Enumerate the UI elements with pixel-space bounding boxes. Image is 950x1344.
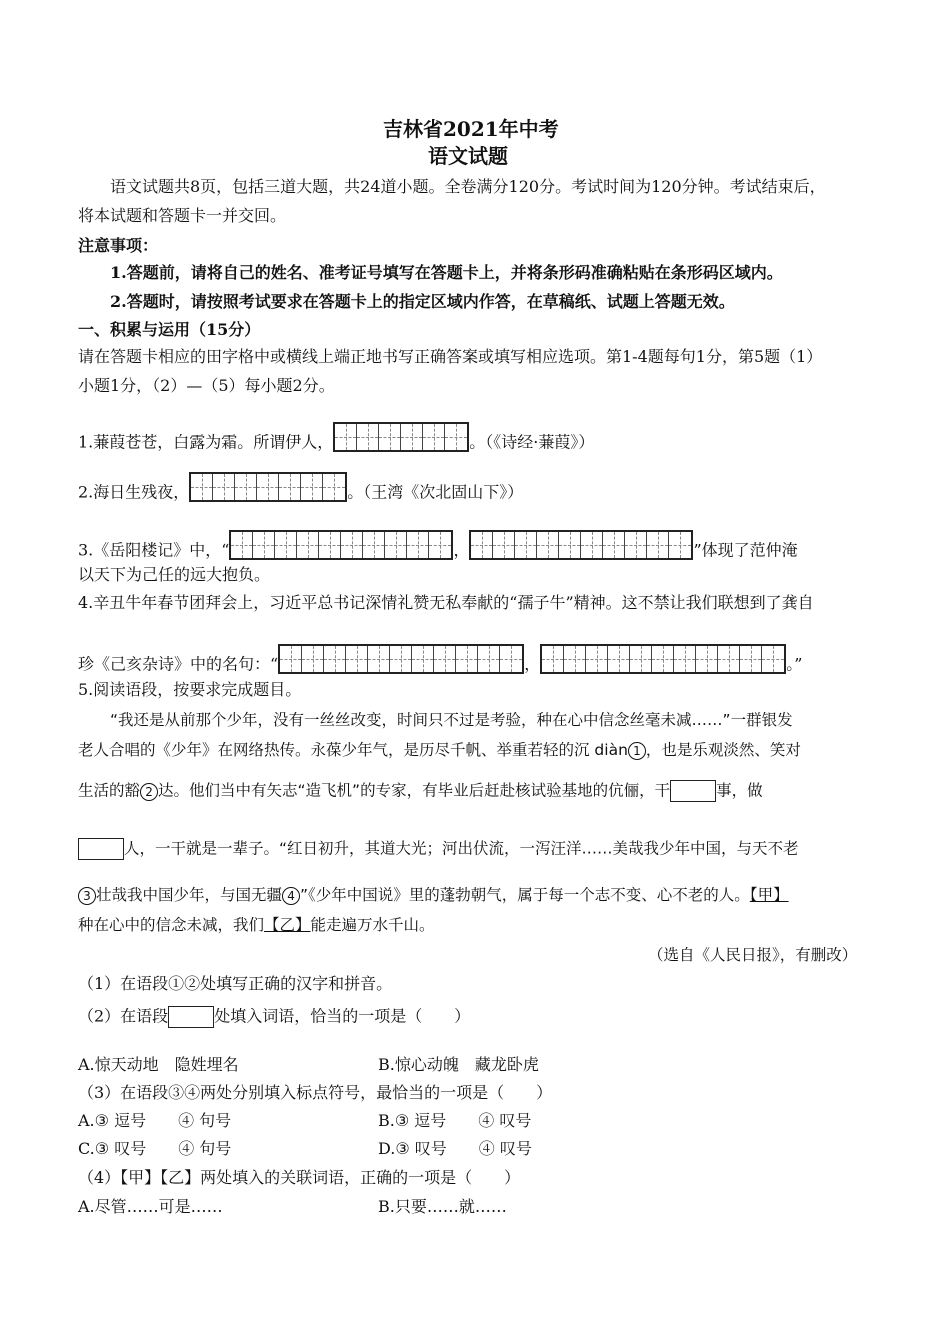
passage-text: 事，做 — [716, 781, 763, 800]
question-1 — [78, 428, 594, 458]
comma: ， — [524, 654, 541, 674]
question-3-tail: ”体现了范仲淹 — [693, 540, 798, 560]
passage-source: （选自《人民日报》，有删改） — [648, 946, 858, 964]
answer-grid[interactable] — [278, 644, 524, 674]
intro-line-1: 语文试题共8页，包括三道大题，共24道小题。全卷满分120分。考试时间为120分钟。考试结束后， — [110, 177, 826, 196]
passage-text: 种在心中的信念未减，我们 — [78, 916, 265, 934]
question-4-text: 珍《己亥杂诗》中的名句：“ — [78, 654, 279, 674]
exam-title: 吉林省2021年中考 — [383, 117, 559, 141]
option-4a[interactable]: A.尽管……可是…… — [78, 1197, 223, 1216]
blank-box — [168, 1006, 214, 1028]
question-1-text: 1.蒹葭苍苍，白露为霜。所谓伊人， — [78, 432, 334, 452]
subquestion-2-text: 处填入词语，恰当的一项是（ ） — [214, 1006, 471, 1026]
option-2a[interactable]: A.惊天动地 隐姓埋名 — [78, 1055, 239, 1074]
subquestion-2-text: （2）在语段 — [78, 1006, 169, 1026]
passage-text: 能走遍万水千山。 — [310, 916, 435, 934]
answer-grid[interactable] — [229, 530, 453, 560]
marker-yi: 【乙】 — [264, 916, 311, 934]
marker-4: 4 — [282, 887, 300, 905]
question-3-text: 3.《岳阳楼记》中，“ — [78, 540, 230, 560]
passage-text: 老人合唱的《少年》在网络热传。永葆少年气，是历尽千帆、举重若轻的沉 diàn — [78, 741, 628, 759]
question-1-source: 。（《诗经·蒹葭》） — [469, 432, 595, 452]
marker-1: 1 — [628, 742, 646, 760]
question-5: 5.阅读语段，按要求完成题目。 — [78, 680, 302, 699]
comma: ， — [453, 540, 470, 560]
subquestion-2 — [78, 1006, 470, 1028]
question-3 — [78, 536, 798, 566]
question-4-line-1: 4.辛丑牛年春节团拜会上，习近平总书记深情礼赞无私奉献的“孺子牛”精神。这不禁让我们联想到了龚自 — [78, 593, 814, 612]
passage-line-6 — [78, 915, 435, 935]
passage-line-3 — [78, 780, 763, 802]
option-3d[interactable]: D.③ 叹号 ④ 叹号 — [378, 1139, 532, 1158]
notice-heading: 注意事项： — [78, 236, 159, 255]
passage-text: ，也是乐观淡然、笑对 — [645, 741, 801, 759]
answer-grid[interactable] — [540, 644, 786, 674]
marker-3: 3 — [78, 887, 96, 905]
instruction-line-2: 小题1分，（2）—（5）每小题2分。 — [78, 376, 335, 395]
notice-item-1: 1.答题前，请将自己的姓名、准考证号填写在答题卡上，并将条形码准确粘贴在条形码区域内。 — [110, 263, 783, 282]
question-3-line-2: 以天下为己任的远大抱负。 — [78, 565, 271, 584]
option-3a[interactable]: A.③ 逗号 ④ 句号 — [78, 1111, 232, 1130]
passage-text: 生活的豁 — [78, 781, 141, 800]
passage-text: 人，一干就是一辈子。“红日初升，其道大光；河出伏流，一泻汪洋……美哉我少年中国，与天不老 — [124, 839, 799, 858]
blank-box[interactable] — [670, 780, 716, 802]
intro-line-2: 将本试题和答题卡一并交回。 — [78, 206, 287, 225]
answer-grid[interactable] — [189, 472, 347, 502]
notice-item-2: 2.答题时，请按照考试要求在答题卡上的指定区域内作答，在草稿纸、试题上答题无效。 — [110, 292, 735, 311]
question-2-text: 2.海日生残夜， — [78, 482, 190, 502]
blank-box[interactable] — [78, 838, 124, 860]
exam-subtitle: 语文试题 — [428, 144, 508, 168]
instruction-line-1: 请在答题卡相应的田字格中或横线上端正地书写正确答案或填写相应选项。第1-4题每句1分，第5题（1） — [78, 347, 823, 366]
passage-text: 壮哉我中国少年，与国无疆 — [96, 886, 283, 904]
subquestion-4: （4）【甲】【乙】两处填入的关联词语，正确的一项是（ ） — [78, 1168, 521, 1187]
option-4b[interactable]: B.只要……就…… — [378, 1197, 507, 1216]
passage-text: ”《少年中国说》里的蓬勃朝气，属于每一个志不变、心不老的人。 — [300, 886, 750, 904]
option-3b[interactable]: B.③ 逗号 ④ 叹号 — [378, 1111, 532, 1130]
question-2 — [78, 478, 523, 508]
subquestion-3: （3）在语段③④两处分别填入标点符号，最恰当的一项是（ ） — [78, 1083, 553, 1102]
passage-line-2 — [78, 740, 801, 760]
option-2b[interactable]: B.惊心动魄 藏龙卧虎 — [378, 1055, 539, 1074]
question-4 — [78, 650, 802, 680]
answer-grid[interactable] — [333, 422, 469, 452]
passage-line-4 — [78, 838, 799, 860]
option-3c[interactable]: C.③ 叹号 ④ 句号 — [78, 1139, 232, 1158]
question-2-source: 。（王湾《次北固山下》） — [347, 482, 524, 502]
section-heading: 一、积累与运用（15分） — [78, 320, 261, 339]
subquestion-1: （1）在语段①②处填写正确的汉字和拼音。 — [78, 974, 393, 993]
passage-line-5 — [78, 885, 789, 905]
passage-text: 达。他们当中有矢志“造飞机”的专家，有毕业后赶赴核试验基地的伉俪，干 — [158, 781, 671, 800]
question-4-tail: 。” — [786, 654, 803, 674]
marker-2: 2 — [140, 783, 158, 801]
passage-line-1: “我还是从前那个少年，没有一丝丝改变，时间只不过是考验，种在心中信念丝毫未减……”一群银发 — [110, 711, 793, 729]
answer-grid[interactable] — [469, 530, 693, 560]
marker-jia: 【甲】 — [749, 886, 789, 904]
